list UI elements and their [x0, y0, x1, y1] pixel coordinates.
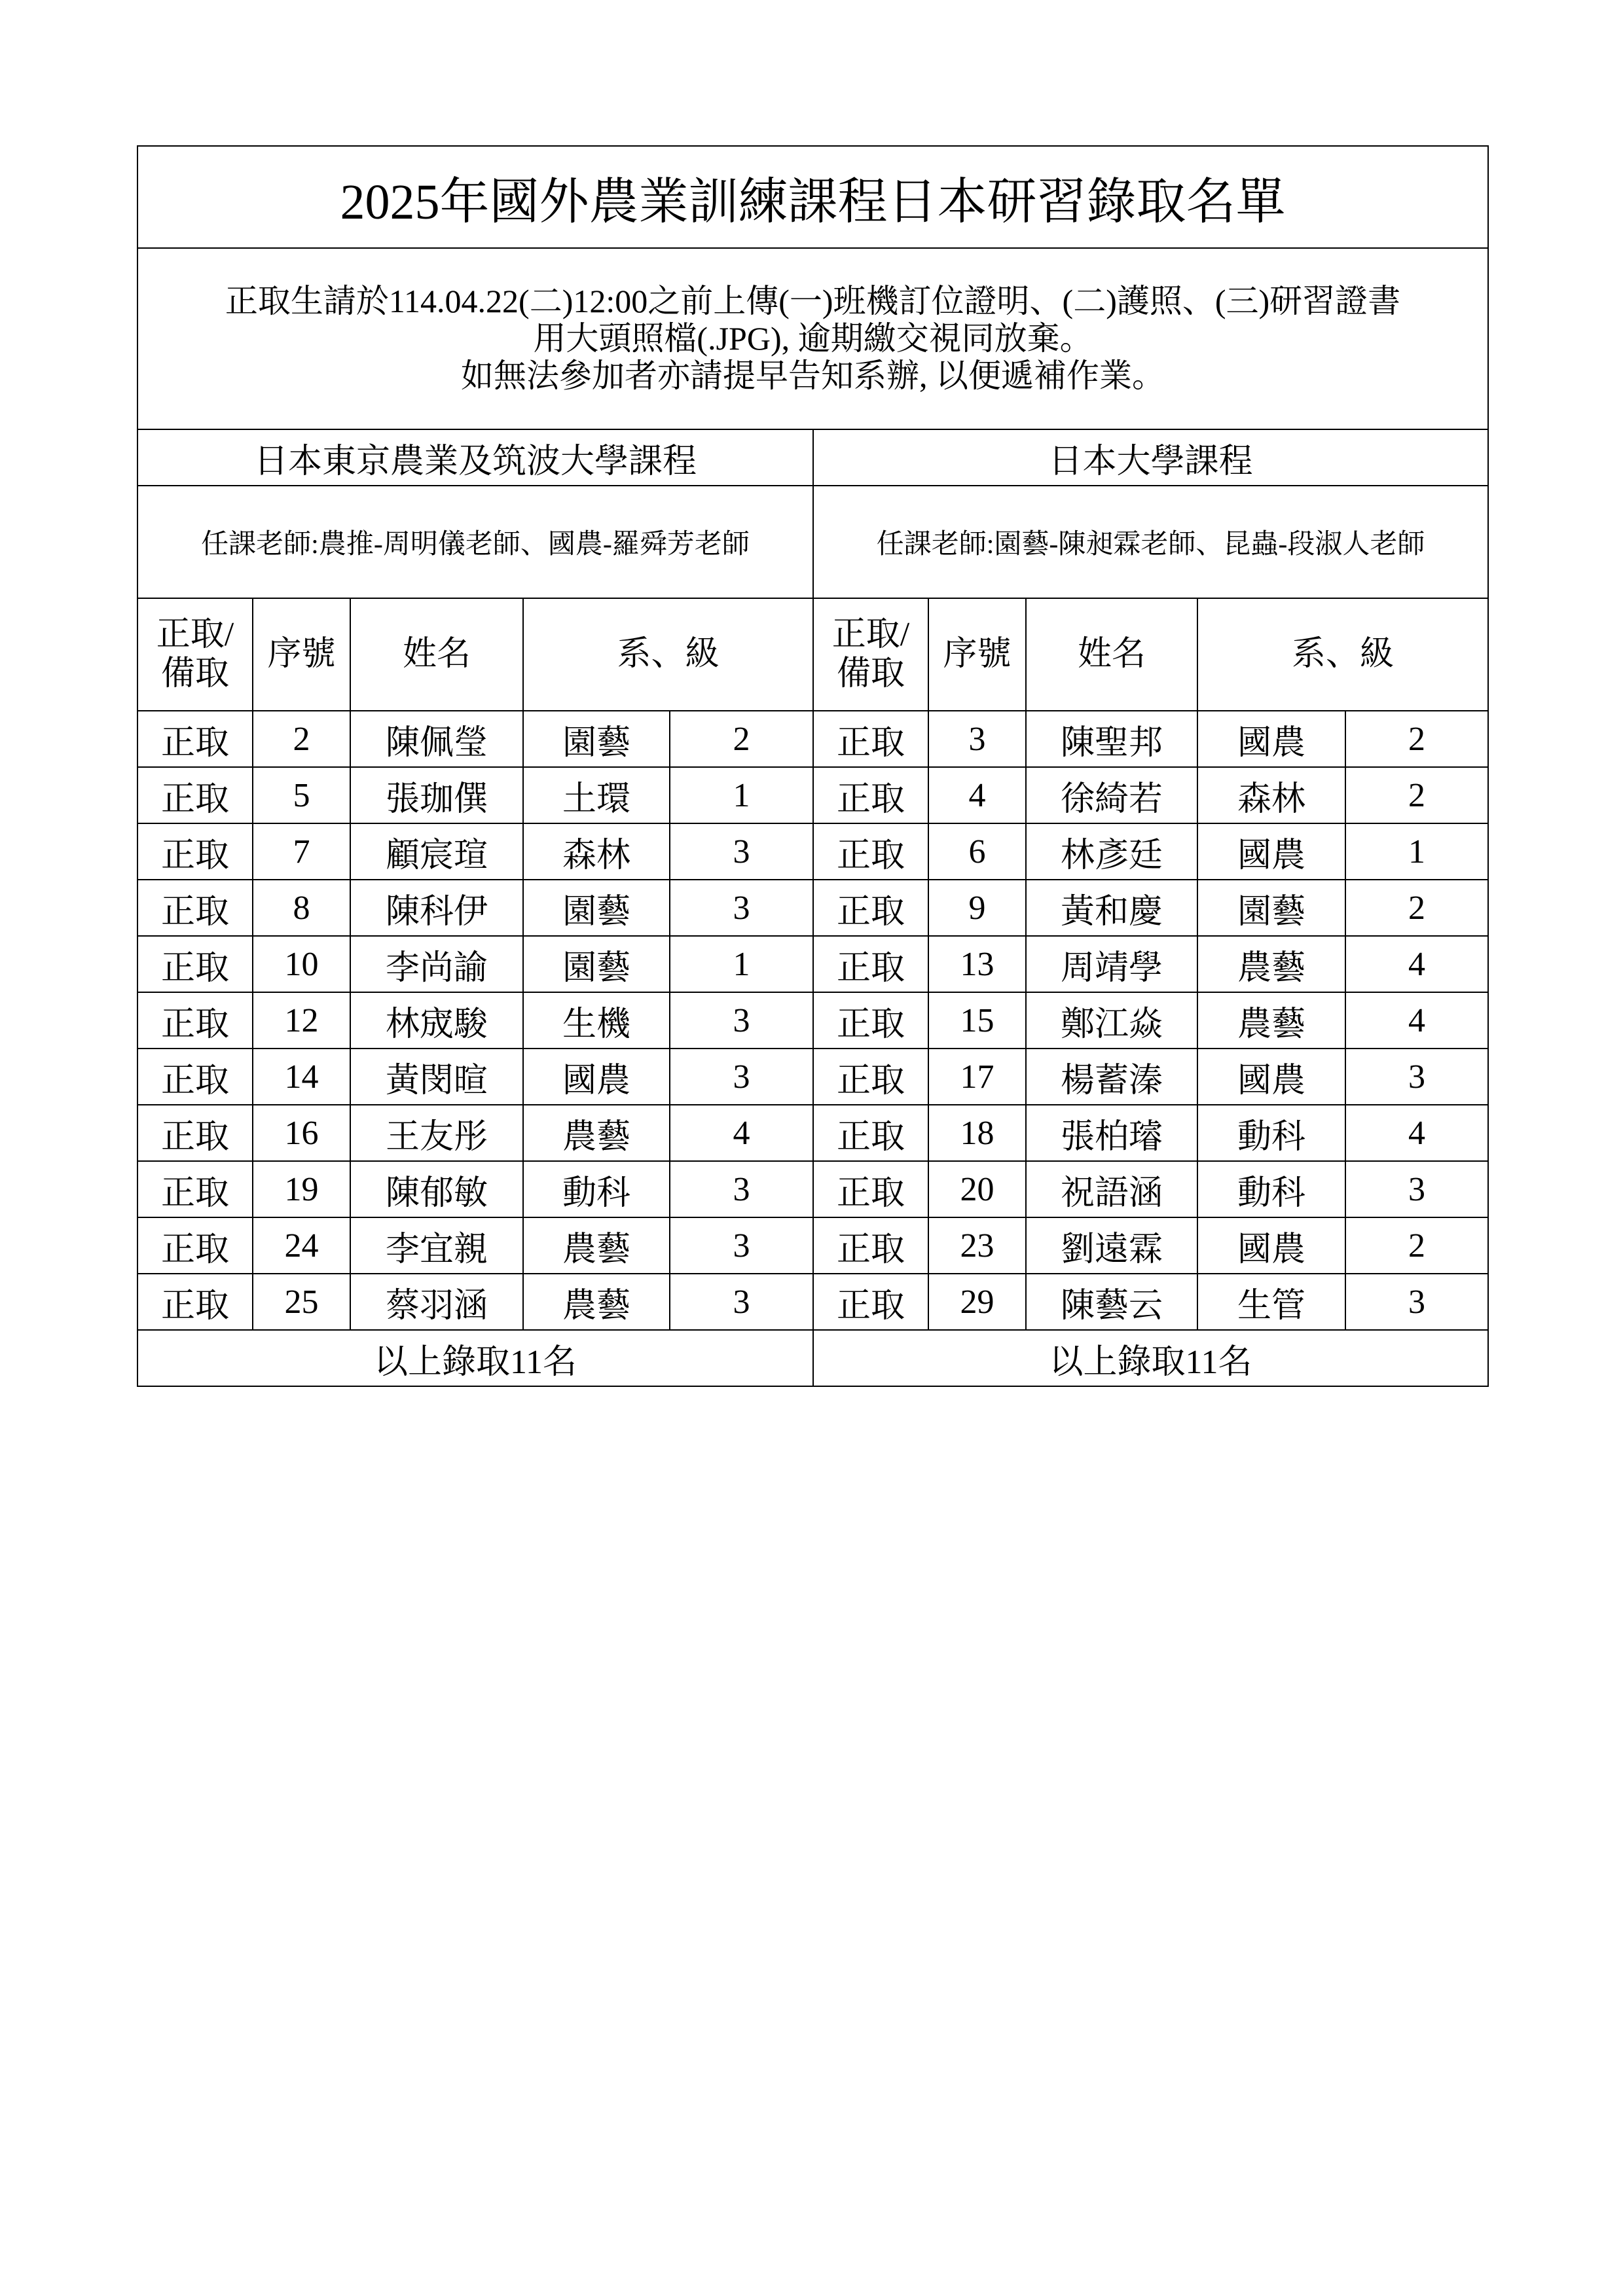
header-dept-grade: 系、級: [1197, 598, 1488, 711]
right-cell-name: 劉遠霖: [1026, 1217, 1197, 1274]
left-cell-dept: 園藝: [523, 936, 670, 992]
right-cell-no: 9: [928, 880, 1026, 936]
right-cell-grade: 2: [1345, 711, 1488, 767]
right-cell-name: 林彥廷: [1026, 823, 1197, 880]
right-cell-grade: 1: [1345, 823, 1488, 880]
left-cell-status: 正取: [137, 1049, 253, 1105]
left-cell-no: 14: [253, 1049, 350, 1105]
right-cell-no: 23: [928, 1217, 1026, 1274]
header-status: 正取/ 備取: [813, 598, 928, 711]
left-cell-status: 正取: [137, 1274, 253, 1330]
left-cell-dept: 生機: [523, 992, 670, 1049]
left-cell-no: 7: [253, 823, 350, 880]
left-cell-name: 李尚諭: [350, 936, 523, 992]
right-cell-no: 4: [928, 767, 1026, 823]
right-cell-name: 徐綺若: [1026, 767, 1197, 823]
left-cell-name: 王友彤: [350, 1105, 523, 1161]
right-cell-grade: 4: [1345, 1105, 1488, 1161]
left-cell-status: 正取: [137, 711, 253, 767]
right-cell-name: 周靖學: [1026, 936, 1197, 992]
table-row: [137, 1049, 1488, 1105]
left-cell-status: 正取: [137, 767, 253, 823]
right-cell-status: 正取: [813, 936, 928, 992]
admission-list-table: [137, 145, 1489, 1387]
right-cell-dept: 國農: [1197, 711, 1345, 767]
left-cell-grade: 2: [670, 711, 813, 767]
right-cell-grade: 2: [1345, 1217, 1488, 1274]
right-cell-status: 正取: [813, 1274, 928, 1330]
left-cell-name: 陳科伊: [350, 880, 523, 936]
right-total: 以上錄取11名: [813, 1330, 1488, 1386]
right-cell-name: 張柏璿: [1026, 1105, 1197, 1161]
left-course-teachers: 任課老師:農推-周明儀老師、國農-羅舜芳老師: [137, 486, 813, 598]
right-cell-grade: 3: [1345, 1049, 1488, 1105]
left-cell-grade: 4: [670, 1105, 813, 1161]
left-cell-dept: 農藝: [523, 1217, 670, 1274]
right-cell-dept: 生管: [1197, 1274, 1345, 1330]
right-cell-no: 15: [928, 992, 1026, 1049]
right-cell-dept: 森林: [1197, 767, 1345, 823]
left-cell-status: 正取: [137, 936, 253, 992]
left-cell-no: 16: [253, 1105, 350, 1161]
right-cell-grade: 3: [1345, 1161, 1488, 1217]
left-cell-name: 張珈僎: [350, 767, 523, 823]
left-cell-name: 陳佩瑩: [350, 711, 523, 767]
right-cell-dept: 動科: [1197, 1105, 1345, 1161]
left-cell-no: 12: [253, 992, 350, 1049]
page-title: 2025年國外農業訓練課程日本研習錄取名單: [137, 146, 1488, 248]
left-cell-dept: 園藝: [523, 880, 670, 936]
left-cell-dept: 國農: [523, 1049, 670, 1105]
right-cell-name: 黃和慶: [1026, 880, 1197, 936]
right-cell-no: 13: [928, 936, 1026, 992]
right-cell-status: 正取: [813, 767, 928, 823]
right-cell-status: 正取: [813, 1217, 928, 1274]
left-cell-grade: 3: [670, 823, 813, 880]
left-cell-grade: 1: [670, 936, 813, 992]
left-cell-status: 正取: [137, 880, 253, 936]
right-cell-status: 正取: [813, 823, 928, 880]
right-cell-dept: 園藝: [1197, 880, 1345, 936]
left-total: 以上錄取11名: [137, 1330, 813, 1386]
left-cell-status: 正取: [137, 1217, 253, 1274]
right-cell-no: 18: [928, 1105, 1026, 1161]
left-cell-grade: 3: [670, 1161, 813, 1217]
right-cell-dept: 國農: [1197, 1049, 1345, 1105]
right-cell-no: 17: [928, 1049, 1026, 1105]
table-row: [137, 992, 1488, 1049]
left-cell-dept: 農藝: [523, 1105, 670, 1161]
left-cell-dept: 農藝: [523, 1274, 670, 1330]
left-cell-no: 10: [253, 936, 350, 992]
left-cell-name: 陳郁敏: [350, 1161, 523, 1217]
left-cell-grade: 1: [670, 767, 813, 823]
right-cell-status: 正取: [813, 992, 928, 1049]
left-cell-name: 李宜親: [350, 1217, 523, 1274]
left-cell-no: 5: [253, 767, 350, 823]
left-cell-dept: 森林: [523, 823, 670, 880]
right-cell-no: 20: [928, 1161, 1026, 1217]
right-cell-status: 正取: [813, 711, 928, 767]
left-cell-grade: 3: [670, 1049, 813, 1105]
left-cell-name: 黃閔暄: [350, 1049, 523, 1105]
table-row: [137, 711, 1488, 767]
header-name: 姓名: [350, 598, 523, 711]
right-cell-grade: 4: [1345, 992, 1488, 1049]
right-cell-dept: 農藝: [1197, 992, 1345, 1049]
notice-line: 如無法參加者亦請提早告知系辦, 以便遞補作業。: [461, 357, 1165, 394]
left-cell-status: 正取: [137, 992, 253, 1049]
notice-line: 用大頭照檔(.JPG), 逾期繳交視同放棄。: [533, 320, 1093, 357]
table-row: [137, 880, 1488, 936]
left-cell-no: 8: [253, 880, 350, 936]
left-cell-dept: 土環: [523, 767, 670, 823]
right-course-teachers: 任課老師:園藝-陳昶霖老師、昆蟲-段淑人老師: [813, 486, 1488, 598]
left-cell-grade: 3: [670, 1274, 813, 1330]
left-cell-no: 24: [253, 1217, 350, 1274]
table-row: [137, 1274, 1488, 1330]
table-row: [137, 1105, 1488, 1161]
right-cell-dept: 動科: [1197, 1161, 1345, 1217]
header-no: 序號: [253, 598, 350, 711]
right-cell-name: 陳藝云: [1026, 1274, 1197, 1330]
header-name: 姓名: [1026, 598, 1197, 711]
right-cell-status: 正取: [813, 880, 928, 936]
left-cell-name: 林宬駿: [350, 992, 523, 1049]
left-cell-no: 2: [253, 711, 350, 767]
right-cell-status: 正取: [813, 1105, 928, 1161]
right-cell-dept: 國農: [1197, 1217, 1345, 1274]
notice: [137, 248, 1488, 429]
table-row: [137, 1217, 1488, 1274]
right-cell-grade: 2: [1345, 767, 1488, 823]
table-row: [137, 1161, 1488, 1217]
right-course-title: 日本大學課程: [813, 429, 1488, 486]
right-cell-dept: 國農: [1197, 823, 1345, 880]
column-header-row: [137, 598, 1488, 711]
left-cell-grade: 3: [670, 880, 813, 936]
left-cell-name: 蔡羽涵: [350, 1274, 523, 1330]
left-cell-status: 正取: [137, 1161, 253, 1217]
table-row: [137, 823, 1488, 880]
left-cell-dept: 園藝: [523, 711, 670, 767]
left-cell-grade: 3: [670, 992, 813, 1049]
left-cell-status: 正取: [137, 823, 253, 880]
table-row: [137, 936, 1488, 992]
right-cell-name: 陳聖邦: [1026, 711, 1197, 767]
left-cell-status: 正取: [137, 1105, 253, 1161]
right-cell-grade: 3: [1345, 1274, 1488, 1330]
right-cell-no: 6: [928, 823, 1026, 880]
left-cell-name: 顧宸瑄: [350, 823, 523, 880]
right-cell-status: 正取: [813, 1049, 928, 1105]
right-cell-name: 楊蓄溱: [1026, 1049, 1197, 1105]
notice-line: 正取生請於114.04.22(二)12:00之前上傳(一)班機訂位證明、(二)護照、(三)研習證書: [225, 283, 1401, 319]
right-cell-no: 3: [928, 711, 1026, 767]
right-cell-dept: 農藝: [1197, 936, 1345, 992]
right-cell-name: 祝語涵: [1026, 1161, 1197, 1217]
header-no: 序號: [928, 598, 1026, 711]
right-cell-grade: 4: [1345, 936, 1488, 992]
left-cell-grade: 3: [670, 1217, 813, 1274]
left-course-title: 日本東京農業及筑波大學課程: [137, 429, 813, 486]
right-cell-grade: 2: [1345, 880, 1488, 936]
header-status: 正取/ 備取: [137, 598, 253, 711]
right-cell-status: 正取: [813, 1161, 928, 1217]
right-cell-no: 29: [928, 1274, 1026, 1330]
table-row: [137, 767, 1488, 823]
left-cell-no: 19: [253, 1161, 350, 1217]
header-dept-grade: 系、級: [523, 598, 813, 711]
right-cell-name: 鄭江焱: [1026, 992, 1197, 1049]
left-cell-no: 25: [253, 1274, 350, 1330]
left-cell-dept: 動科: [523, 1161, 670, 1217]
